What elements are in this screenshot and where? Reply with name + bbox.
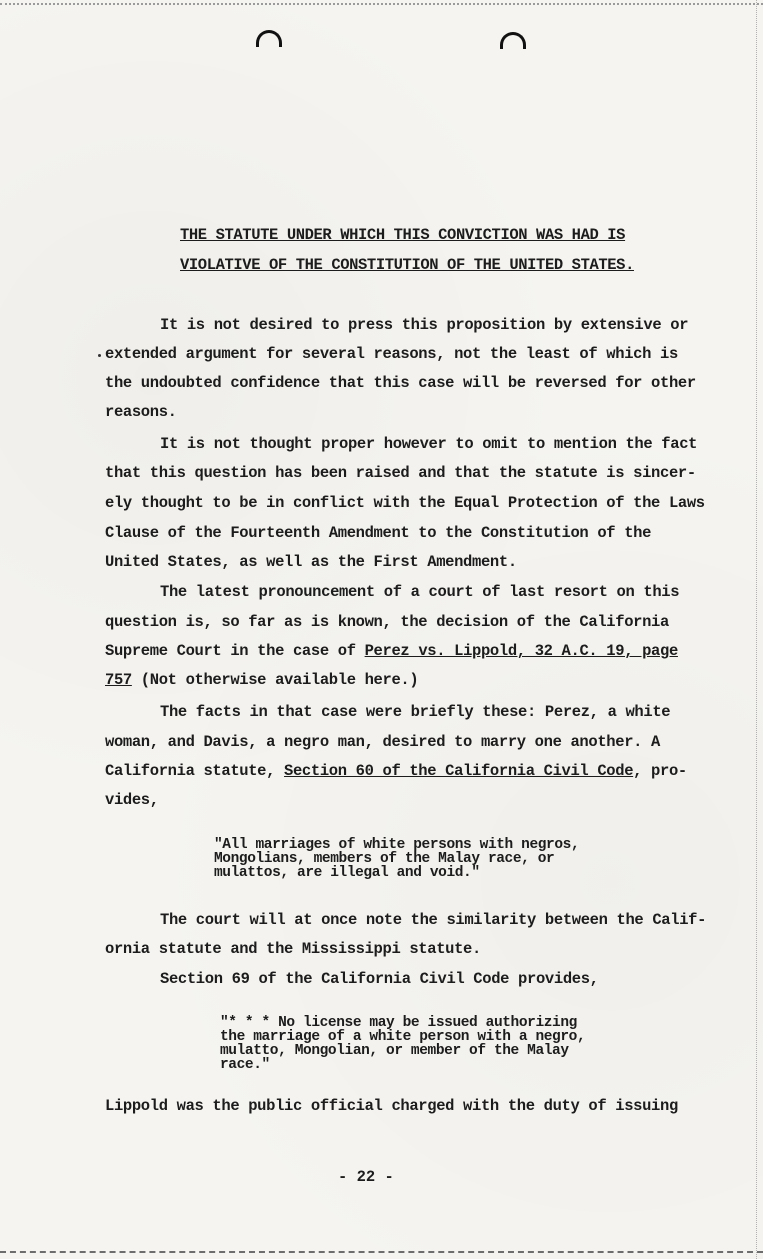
paragraph-2-line-5: United States, as well as the First Amendment. <box>105 553 517 571</box>
bottom-dashed-rule <box>0 1251 763 1253</box>
paragraph-4-line-1: The facts in that case were briefly these: Perez, a white <box>160 703 671 721</box>
paragraph-4-line-2: woman, and Davis, a negro man, desired to marry one another. A <box>105 733 660 751</box>
paragraph-2-line-1: It is not thought proper however to omit to mention the fact <box>160 435 698 453</box>
quote-1-line-1: "All marriages of white persons with negros, <box>214 837 580 853</box>
paragraph-6-line-1: Section 69 of the California Civil Code provides, <box>160 970 599 988</box>
binder-hole-right-icon <box>500 32 526 49</box>
paragraph-4-line-3-tail: , pro- <box>633 762 687 780</box>
paragraph-2-line-4: Clause of the Fourteenth Amendment to the Constitution of the <box>105 524 652 542</box>
quote-2-line-1: "* * * No license may be issued authorizing <box>220 1015 577 1031</box>
paragraph-3-line-3 <box>105 642 678 660</box>
statute-citation: Section 60 of the California Civil Code <box>284 762 634 780</box>
quote-1-line-2: Mongolians, members of the Malay race, or <box>214 851 555 867</box>
paragraph-3-line-2: question is, so far as is known, the decision of the California <box>105 613 669 631</box>
quote-2-line-3: mulatto, Mongolian, or member of the Malay <box>220 1043 569 1059</box>
section-heading-line-1: THE STATUTE UNDER WHICH THIS CONVICTION WAS HAD IS <box>180 226 626 244</box>
paragraph-1-line-4: reasons. <box>105 403 177 421</box>
paragraph-3-line-4 <box>105 671 418 689</box>
paragraph-2-line-2: that this question has been raised and that the statute is sincer- <box>105 464 696 482</box>
paragraph-7-line-1: Lippold was the public official charged with the duty of issuing <box>105 1097 678 1115</box>
paragraph-4-line-4: vides, <box>105 791 159 809</box>
paragraph-3-line-3-text: Supreme Court in the case of <box>105 642 365 660</box>
margin-dot <box>98 354 101 357</box>
paragraph-1-line-3: the undoubted confidence that this case will be reversed for other <box>105 374 696 392</box>
section-heading-line-2: VIOLATIVE OF THE CONSTITUTION OF THE UNITED STATES. <box>180 256 634 274</box>
paragraph-4-line-3-text: California statute, <box>105 762 285 780</box>
paragraph-3-line-4-text: (Not otherwise available here.) <box>131 671 419 689</box>
case-citation-page: 757 <box>105 671 132 689</box>
paragraph-4-line-3 <box>105 762 687 780</box>
page-number: - 22 - <box>338 1168 394 1186</box>
top-dotted-rule <box>0 3 763 5</box>
quote-2-line-4: race." <box>220 1057 270 1073</box>
right-edge-rule <box>756 0 757 1259</box>
quote-2-line-2: the marriage of a white person with a negro, <box>220 1029 586 1045</box>
case-citation: Perez vs. Lippold, 32 A.C. 19, page <box>364 642 678 660</box>
paragraph-3-line-1: The latest pronouncement of a court of last resort on this <box>160 583 680 601</box>
paragraph-5-line-1: The court will at once note the similarity between the Calif- <box>160 911 707 929</box>
paragraph-1-line-2: extended argument for several reasons, not the least of which is <box>105 345 678 363</box>
binder-hole-left-icon <box>256 30 282 47</box>
paragraph-5-line-2: ornia statute and the Mississippi statute. <box>105 940 481 958</box>
quote-1-line-3: mulattos, are illegal and void." <box>214 865 480 881</box>
paragraph-1-line-1: It is not desired to press this proposition by extensive or <box>160 316 689 334</box>
paragraph-2-line-3: ely thought to be in conflict with the Equal Protection of the Laws <box>105 494 705 512</box>
